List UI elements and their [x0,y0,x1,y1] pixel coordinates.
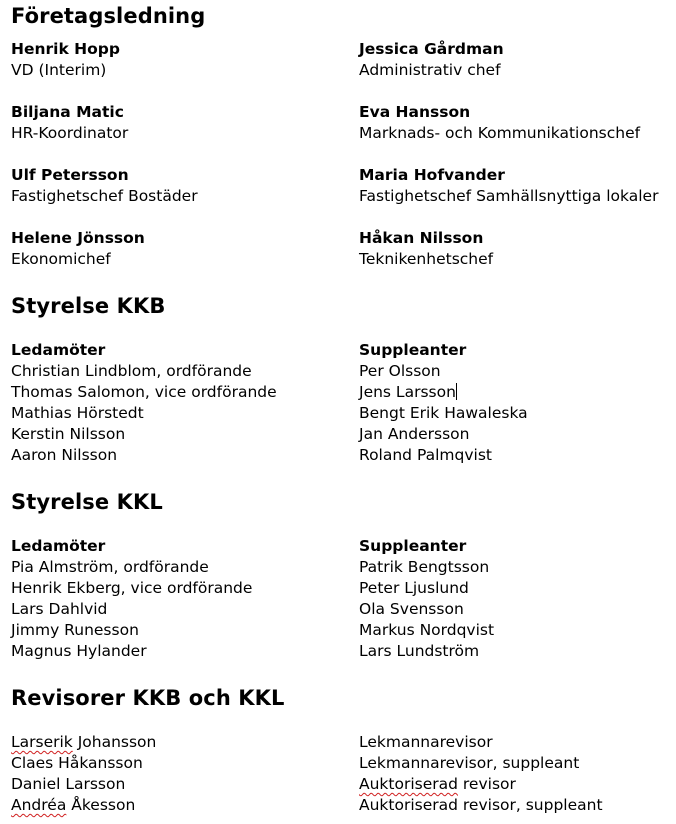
deputy-item-text: Jens Larsson [359,383,456,401]
person-title: Ekonomichef [11,250,111,268]
deputy-item: Jan Andersson [359,425,470,443]
spellcheck-word[interactable]: Auktoriserad [359,775,458,793]
deputies-label: Suppleanter [359,341,467,359]
members-label: Ledamöter [11,537,106,555]
person-name: Maria Hofvander [359,166,505,184]
person-title: Fastighetschef Samhällsnyttiga lokaler [359,187,659,205]
person-card [359,102,640,144]
deputy-item [359,382,528,403]
person-card [11,102,128,144]
board-kkl-deputies [359,536,494,662]
text-cursor [456,383,457,400]
section-heading-board-kkb: Styrelse KKB [11,294,166,318]
member-item: Magnus Hylander [11,642,147,660]
board-kkl-members [11,536,252,662]
member-item: Mathias Hörstedt [11,404,144,422]
deputy-item: Peter Ljuslund [359,579,469,597]
section-heading-management: Företagsledning [11,4,206,28]
person-card [11,39,120,81]
auditor-role: Auktoriserad revisor, suppleant [359,796,603,814]
person-title: VD (Interim) [11,61,107,79]
person-name: Jessica Gårdman [359,40,504,58]
member-item: Christian Lindblom, ordförande [11,362,252,380]
member-item: Henrik Ekberg, vice ordförande [11,579,253,597]
person-card [359,165,658,207]
person-title: Teknikenhetschef [359,250,494,268]
member-item: Jimmy Runesson [11,621,139,639]
auditor-name: Daniel Larsson [11,775,126,793]
section-heading-auditors: Revisorer KKB och KKL [11,686,285,710]
person-name: Ulf Petersson [11,166,129,184]
deputy-item: Per Olsson [359,362,441,380]
section-heading-board-kkl: Styrelse KKL [11,490,163,514]
person-card [359,39,504,81]
member-item: Kerstin Nilsson [11,425,126,443]
person-card [359,228,493,270]
person-card [11,228,145,270]
deputy-item: Lars Lundström [359,642,480,660]
person-card [11,165,198,207]
person-name: Helene Jönsson [11,229,145,247]
auditor-role: Auktoriserad revisor [359,775,516,793]
spellcheck-word[interactable]: Andréa [11,796,67,814]
member-item: Aaron Nilsson [11,446,118,464]
auditor-role: Lekmannarevisor [359,733,493,751]
board-kkb-members [11,340,277,466]
person-name: Biljana Matic [11,103,124,121]
person-title: Fastighetschef Bostäder [11,187,198,205]
auditor-name: Claes Håkansson [11,754,143,772]
member-item: Lars Dahlvid [11,600,108,618]
member-item: Pia Almström, ordförande [11,558,209,576]
deputy-item: Ola Svensson [359,600,464,618]
person-title: Administrativ chef [359,61,501,79]
auditor-names [11,732,156,816]
deputies-label: Suppleanter [359,537,467,555]
deputy-item: Bengt Erik Hawaleska [359,404,528,422]
spellcheck-word[interactable]: Larserik [11,733,73,751]
members-label: Ledamöter [11,341,106,359]
deputy-item: Patrik Bengtsson [359,558,490,576]
person-title: HR-Koordinator [11,124,129,142]
auditor-name: Andréa Åkesson [11,796,136,814]
auditor-role: Lekmannarevisor, suppleant [359,754,580,772]
person-name: Håkan Nilsson [359,229,484,247]
deputy-item: Roland Palmqvist [359,446,492,464]
member-item: Thomas Salomon, vice ordförande [11,383,277,401]
board-kkb-deputies [359,340,528,466]
person-title: Marknads- och Kommunikationschef [359,124,641,142]
person-name: Eva Hansson [359,103,471,121]
deputy-item: Markus Nordqvist [359,621,495,639]
auditor-roles [359,732,603,816]
auditor-name: Larserik Johansson [11,733,157,751]
person-name: Henrik Hopp [11,40,120,58]
